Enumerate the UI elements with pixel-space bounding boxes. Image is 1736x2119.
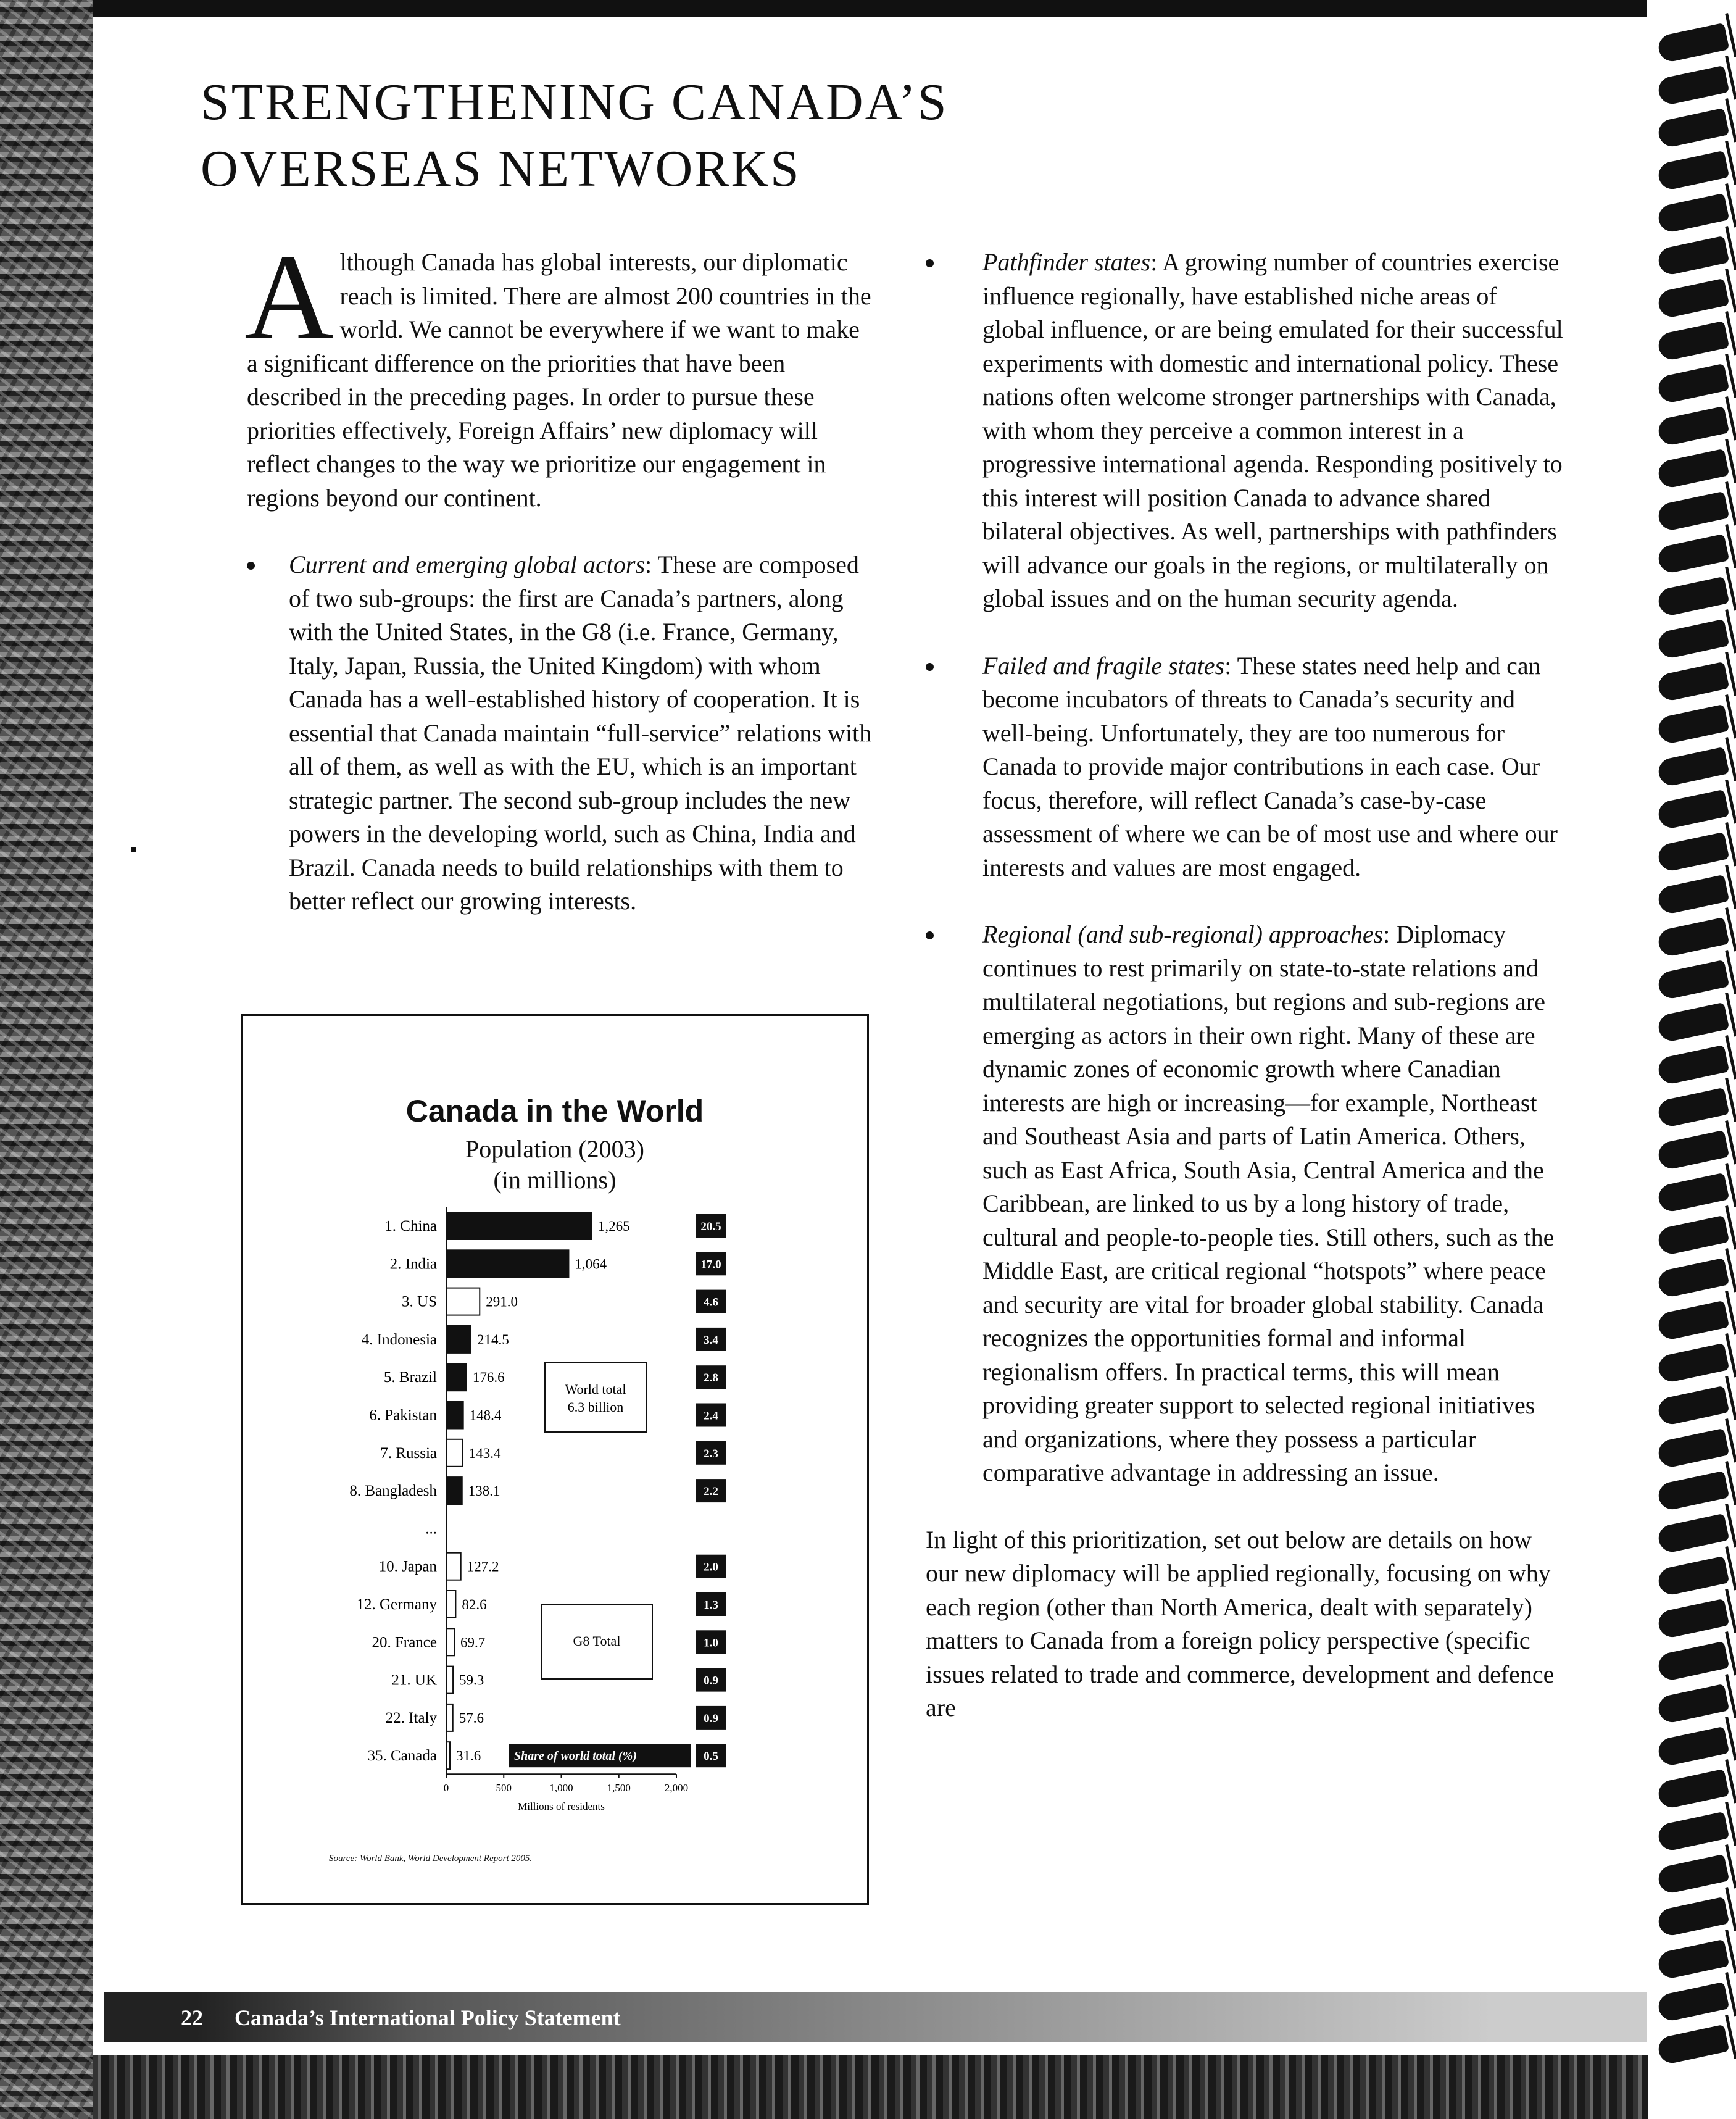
chart-share-label: 2.8 xyxy=(704,1372,718,1385)
page-title-line1: STRENGTHENING CANADA’S xyxy=(201,73,949,131)
chart-bar xyxy=(446,1402,463,1429)
chart-x-tick-label: 0 xyxy=(443,1782,449,1794)
chart-subtitle-units: (in millions) xyxy=(493,1166,617,1194)
bullet-list-left xyxy=(247,548,876,918)
chart-value-label: 1,064 xyxy=(575,1256,607,1272)
chart-bar xyxy=(446,1553,461,1580)
world-total-label: World total xyxy=(565,1381,626,1397)
chart-category-label: 12. Germany xyxy=(356,1596,437,1613)
share-legend-label: Share of world total (%) xyxy=(514,1749,637,1763)
chart-box xyxy=(241,1014,869,1905)
scan-edge-left xyxy=(0,0,93,2119)
page-title-line2: OVERSEAS NETWORKS xyxy=(201,140,801,198)
chart-bar xyxy=(446,1363,467,1391)
bullet-term: Pathfinder states xyxy=(982,248,1151,276)
bullet-icon xyxy=(926,259,934,267)
world-total-value: 6.3 billion xyxy=(567,1399,624,1415)
bullet-icon xyxy=(247,562,255,570)
chart-share-label: 0.9 xyxy=(704,1712,718,1725)
outro-paragraph: In light of this prioritization, set out below are details on how our new diplomacy will be applied regionally, focusing on why each region (other than North America, dealt with separately) matters to Canada from a foreign policy perspective (specific issues related to trade and commerce, development and defence are xyxy=(926,1525,1555,1721)
chart-category-label: 10. Japan xyxy=(378,1558,437,1575)
chart-value-label: 57.6 xyxy=(459,1710,484,1726)
chart-category-label: 1. China xyxy=(384,1218,437,1234)
page-footer xyxy=(104,1992,1647,2042)
chart-value-label: 148.4 xyxy=(469,1407,502,1423)
chart-category-label: 22. Italy xyxy=(385,1709,437,1726)
chart-category-label: 6. Pakistan xyxy=(369,1407,437,1424)
chart-share-label: 2.4 xyxy=(704,1409,718,1423)
chart-bar xyxy=(446,1250,568,1277)
chart-share-label: 0.9 xyxy=(704,1674,718,1688)
bullet-icon xyxy=(926,663,934,671)
chart-source: Source: World Bank, World Development Report 2005. xyxy=(329,1854,533,1863)
bullet-term: Failed and fragile states xyxy=(982,651,1225,680)
bullet-term: Current and emerging global actors xyxy=(289,551,646,578)
chart-value-label: 1,265 xyxy=(597,1218,630,1234)
chart-x-axis-label: Millions of residents xyxy=(518,1801,605,1813)
chart-category-label: 8. Bangladesh xyxy=(349,1483,437,1500)
chart-category-label: 3. US xyxy=(402,1293,437,1310)
chart-category-label: 2. India xyxy=(389,1255,437,1273)
chart-share-label: 20.5 xyxy=(700,1220,721,1233)
bullet-text: : A growing number of countries exercise influence regionally, have established niche areas of global influence, or are being emulated for their successful experiments with domestic and international policy. These nations often welcome stronger partnerships with Canada, with whom they perceive a common interest in a progressive international agenda. Responding positively to this interest will position Canada to advance shared bilateral objectives. As well, partnerships with pathfinders will advance our goals in the regions, or multilaterally on global issues and on the human security agenda. xyxy=(982,248,1563,612)
chart-share-label: 2.3 xyxy=(704,1447,718,1460)
chart-share-label: 3.4 xyxy=(704,1333,718,1347)
chart-bar xyxy=(446,1212,592,1239)
chart-bar xyxy=(446,1439,463,1467)
bullet-item xyxy=(247,548,876,918)
chart-category-label: 7. Russia xyxy=(380,1444,437,1462)
chart-value-label: 59.3 xyxy=(459,1672,484,1688)
page-number: 22 xyxy=(181,2005,203,2030)
chart-category-label: 35. Canada xyxy=(367,1747,437,1765)
chart-value-label: 291.0 xyxy=(486,1294,518,1310)
chart-x-tick-label: 1,000 xyxy=(549,1782,573,1794)
chart-bar xyxy=(446,1591,455,1618)
chart-value-label: 138.1 xyxy=(468,1483,500,1499)
chart-share-label: 1.3 xyxy=(704,1599,718,1612)
population-bar-chart xyxy=(243,1016,867,1903)
bullet-icon xyxy=(926,931,934,939)
bullet-item xyxy=(926,649,1564,885)
chart-category-label: 21. UK xyxy=(391,1671,437,1689)
chart-value-label: 69.7 xyxy=(460,1634,486,1651)
spiral-binding xyxy=(1647,0,1736,2119)
chart-share-label: 0.5 xyxy=(704,1750,718,1763)
chart-category-label: 5. Brazil xyxy=(383,1369,437,1386)
drop-cap: A xyxy=(244,229,334,365)
bullet-item xyxy=(926,246,1564,616)
footer-title: Canada’s International Policy Statement xyxy=(235,2005,621,2030)
chart-category-label: ... xyxy=(425,1520,437,1538)
chart-x-tick-label: 1,500 xyxy=(607,1782,631,1794)
chart-value-label: 176.6 xyxy=(472,1370,505,1386)
chart-share-label: 2.0 xyxy=(704,1560,718,1574)
chart-share-label: 17.0 xyxy=(700,1258,721,1272)
bullet-text: : Diplomacy continues to rest primarily on state-to-state relations and multilateral negotiations, but regions and sub-regions are emerging as actors in their own right. Many of these are dynamic zones of economic growth where Canadian interests are high or increasing—for example, Northeast and Southeast Asia and parts of Latin America. Others, such as East Africa, South Asia, Central America and the Caribbean, are linked to us by a long history of trade, cultural and people-to-people ties. Still others, such as the Middle East, are critical regional “hotspots” where peace and security are vital for broader global stability. Canada recognizes the opportunities formal and informal regionalism offers. In practical terms, this will mean providing greater support to selected regional initiatives and organizations, where they possess a particular comparative advantage in addressing an issue. xyxy=(982,920,1555,1486)
bullet-list-right xyxy=(926,246,1564,1490)
chart-bar xyxy=(446,1704,453,1731)
chart-x-tick-label: 2,000 xyxy=(664,1782,689,1794)
bullet-term: Regional (and sub-regional) approaches xyxy=(982,920,1384,948)
chart-value-label: 82.6 xyxy=(462,1597,487,1612)
right-column xyxy=(926,246,1564,1725)
bullet-text: : These states need help and can become incubators of threats to Canada’s security and well-being. Unfortunately, they are too numerous for Canada to provide major contributions in each case. Our focus, therefore, will reflect Canada’s case-by-case assessment of where we can be of most use and where our interests and values are most engaged. xyxy=(982,651,1558,881)
bullet-text: : These are composed of two sub-groups: the first are Canada’s partners, along with the United States, in the G8 (i.e. France, Germany, Italy, Japan, Russia, the United Kingdom) with whom Canada has a well-established history of cooperation. It is essential that Canada maintain “full-service” relations with all of them, as well as with the EU, which is an important strategic partner. The second sub-group includes the new powers in the developing world, such as China, India and Brazil. Canada needs to build relationships with them to better reflect our growing interests. xyxy=(289,551,872,915)
scan-speck xyxy=(131,847,136,852)
scan-edge-bottom xyxy=(93,2055,1648,2119)
intro-paragraph xyxy=(244,229,876,515)
chart-x-tick-label: 500 xyxy=(496,1782,512,1794)
chart-value-label: 127.2 xyxy=(467,1559,499,1575)
chart-bar xyxy=(446,1477,462,1504)
scan-edge-top xyxy=(93,0,1648,17)
chart-share-label: 2.2 xyxy=(704,1485,718,1499)
binding-ring xyxy=(1656,2025,1730,2065)
chart-bar xyxy=(446,1326,471,1353)
chart-bar xyxy=(446,1628,454,1655)
chart-category-label: 4. Indonesia xyxy=(361,1331,437,1348)
chart-bar xyxy=(446,1667,453,1694)
bullet-item xyxy=(926,918,1564,1490)
chart-subtitle: Population (2003) xyxy=(465,1135,644,1163)
g8-total-label: G8 Total xyxy=(573,1633,621,1649)
chart-value-label: 143.4 xyxy=(468,1445,501,1461)
chart-share-label: 1.0 xyxy=(704,1636,718,1650)
chart-value-label: 214.5 xyxy=(477,1331,509,1347)
page-title xyxy=(201,69,1188,202)
intro-text: lthough Canada has global interests, our diplomatic reach is limited. There are almost 200 countries in the world. We cannot be everywhere if we want to make a significant difference on the priorities that have been described in the preceding pages. In order to pursue these priorities effectively, Foreign Affairs’ new diplomacy will reflect changes to the way we prioritize our engagement in regions beyond our continent. xyxy=(247,248,871,512)
world-total-box xyxy=(545,1363,647,1432)
left-column xyxy=(244,229,876,918)
chart-bar xyxy=(446,1288,480,1315)
chart-value-label: 31.6 xyxy=(456,1748,481,1764)
chart-category-label: 20. France xyxy=(372,1634,437,1651)
chart-title: Canada in the World xyxy=(405,1094,704,1128)
chart-share-label: 4.6 xyxy=(704,1296,718,1309)
